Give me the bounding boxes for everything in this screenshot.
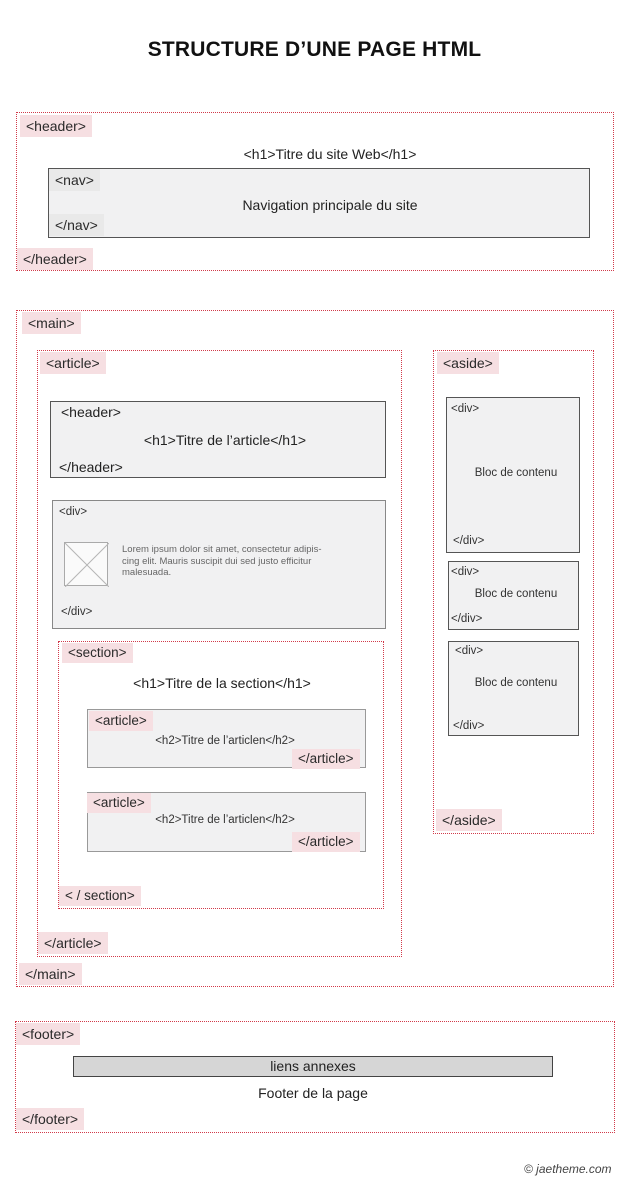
- sub-article-1-close-tag: </article>: [292, 749, 360, 769]
- sub-article-2-h2: <h2>Titre de l’articlen</h2>: [155, 814, 295, 826]
- aside-block-3-text: Bloc de contenu: [474, 677, 558, 689]
- article-div-close-tag: </div>: [61, 606, 93, 618]
- section-title-h1: <h1>Titre de la section</h1>: [133, 675, 311, 691]
- sub-article-2-close-tag: </article>: [292, 832, 360, 852]
- footer-block: [15, 1021, 615, 1133]
- image-placeholder-icon: [64, 542, 108, 586]
- aside-block-1-text: Bloc de contenu: [474, 467, 558, 479]
- footer-close-tag: </footer>: [16, 1108, 84, 1130]
- header-open-tag: <header>: [20, 115, 92, 137]
- sub-article-2-open-tag: <article>: [87, 793, 151, 813]
- main-close-tag: </main>: [19, 963, 82, 985]
- header-close-tag: </header>: [17, 248, 93, 270]
- article-close-tag: </article>: [38, 932, 108, 954]
- aside-block-2-text: Bloc de contenu: [474, 588, 558, 600]
- article-header-open-tag: <header>: [61, 404, 121, 420]
- aside-close-tag: </aside>: [436, 809, 502, 831]
- links-bar: liens annexes: [73, 1056, 553, 1077]
- lorem-text: Lorem ipsum dolor sit amet, consectetur adipis-cing elit. Mauris suscipit dui sed justo efficitur malesuada.: [122, 544, 322, 578]
- sub-article-1-open-tag: <article>: [89, 711, 153, 731]
- aside-open-tag: <aside>: [437, 352, 499, 374]
- aside-block-2-close-tag: </div>: [451, 613, 483, 625]
- article-title-h1: <h1>Titre de l’article</h1>: [143, 432, 307, 448]
- site-title-h1: <h1>Titre du site Web</h1>: [243, 146, 417, 162]
- aside-block-3-open-tag: <div>: [455, 645, 484, 657]
- article-header-close-tag: </header>: [59, 459, 123, 475]
- aside-block-1-close-tag: </div>: [453, 535, 485, 547]
- footer-text: Footer de la page: [258, 1085, 368, 1101]
- section-open-tag: <section>: [62, 643, 133, 663]
- credit-text: © jaetheme.com: [524, 1162, 612, 1176]
- article-div-open-tag: <div>: [59, 506, 88, 518]
- aside-block-3-close-tag: </div>: [453, 720, 485, 732]
- aside-block-2-open-tag: <div>: [451, 566, 480, 578]
- diagram-title: STRUCTURE D’UNE PAGE HTML: [147, 38, 482, 61]
- nav-text: Navigation principale du site: [242, 197, 418, 213]
- sub-article-1-h2: <h2>Titre de l’articlen</h2>: [155, 735, 295, 747]
- section-close-tag: < / section>: [59, 886, 141, 906]
- nav-open-tag: <nav>: [49, 169, 100, 191]
- nav-close-tag: </nav>: [49, 214, 104, 236]
- main-open-tag: <main>: [22, 312, 81, 334]
- aside-block-1-open-tag: <div>: [451, 403, 480, 415]
- article-open-tag: <article>: [40, 352, 106, 374]
- footer-open-tag: <footer>: [16, 1023, 80, 1045]
